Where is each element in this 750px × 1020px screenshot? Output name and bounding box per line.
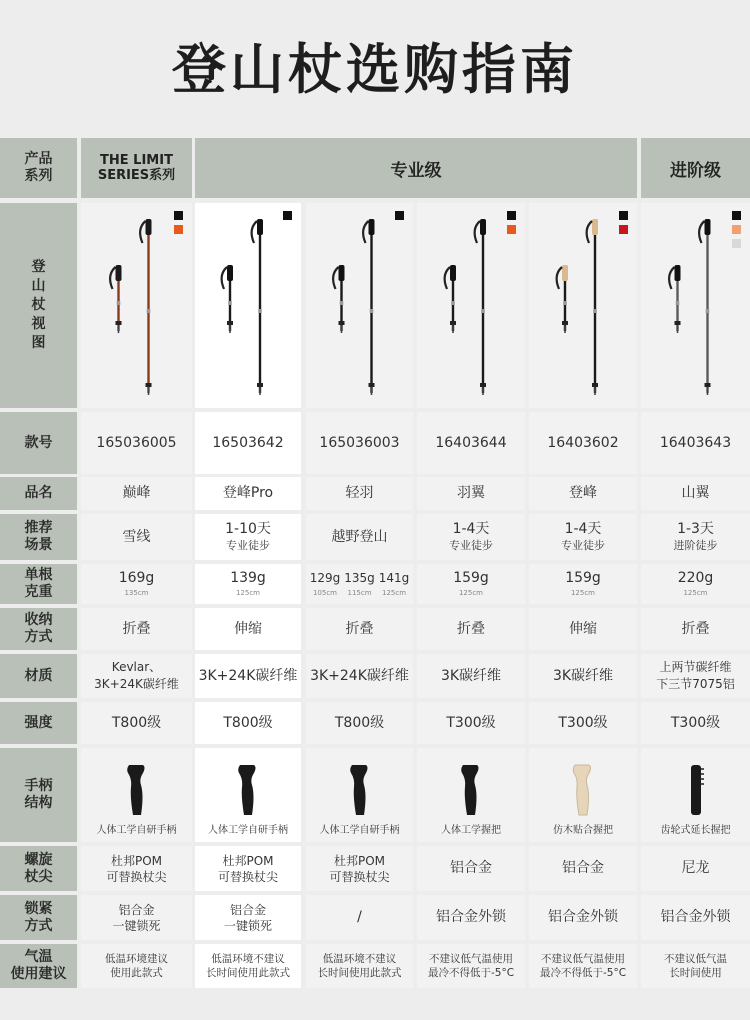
storage-text: 伸缩 [234,620,262,637]
header-limit-series [81,138,192,198]
temperature-advice-5 [529,944,637,988]
tip-text: 铝合金 [450,860,492,876]
storage-method-4 [417,608,525,650]
product-name-4 [417,477,525,510]
weight-4 [417,564,525,604]
row-label-storage [0,608,77,650]
weight-value: 220g [677,570,714,586]
storage-text: 折叠 [681,620,710,637]
weight-group [310,570,410,598]
model-number-text: 16403602 [547,434,619,451]
row-label-text: 单根 克重 [24,567,53,600]
recommended-scene-2 [195,514,301,560]
weight-length: 105cm [312,589,337,597]
handle-structure-1 [81,748,192,842]
product-name-text: 登峰Pro [222,485,274,501]
weight-6 [641,564,750,604]
tip-text: 杜邦POM 可替换杖尖 [329,853,390,884]
row-label-lock [0,895,77,940]
product-name-5 [529,477,637,510]
weight-5 [529,564,637,604]
storage-method-1 [81,608,192,650]
temperature-advice-2 [195,944,301,988]
black-ergonomic-handle-icon [117,761,157,819]
product-name-3 [306,477,413,510]
weight-length: 125cm [683,589,708,597]
row-label-text: 登 山 杖 视 图 [31,259,46,351]
model-number-text: 16403643 [659,434,732,451]
weight-option [310,570,341,598]
strength-2 [195,702,301,744]
pole-view-5 [529,203,637,408]
temperature-advice-3 [306,944,413,988]
storage-method-5 [529,608,637,650]
tip-text: 铝合金 [562,860,604,876]
scene-main-text: 越野登山 [331,528,388,545]
product-name-2 [195,477,301,510]
handle-desc-text: 人体工学自研手柄 [319,824,400,836]
model-number-3 [306,412,413,474]
handle-desc-text: 仿木贴合握把 [553,824,613,836]
black-folding-pole-icon [306,203,413,408]
material-text: 3K+24K碳纤维 [198,667,298,684]
tip-text: 杜邦POM 可替换杖尖 [106,853,167,884]
temp-text: 低温环境不建议 长时间使用此款式 [317,953,402,979]
strength-4 [417,702,525,744]
lock-text: 铝合金 一键锁死 [112,902,161,933]
handle-desc-text: 齿轮式延长握把 [660,824,731,836]
header-pro-level-text: 专业级 [390,160,442,181]
storage-text: 折叠 [345,620,374,637]
weight-3 [306,564,413,604]
pole-view-4 [417,203,525,408]
storage-method-6 [641,608,750,650]
temperature-advice-6 [641,944,750,988]
cork-telescopic-pole-icon [529,203,637,408]
row-label-text: 推荐 场景 [24,520,53,553]
material-4 [417,654,525,698]
temperature-advice-4 [417,944,525,988]
model-number-5 [529,412,637,474]
product-name-1 [81,477,192,510]
weight-length: 125cm [458,589,483,597]
pole-view-1 [81,203,192,408]
black-foam-handle-icon [228,761,268,819]
handle-structure-2 [195,748,301,842]
scene-sub-text: 专业徒步 [561,539,605,552]
row-label-text: 材质 [24,667,53,684]
model-number-4 [417,412,525,474]
screw-tip-6 [641,846,750,891]
product-name-text: 巅峰 [122,485,151,501]
weight-2 [195,564,301,604]
lock-text: 铝合金 一键锁死 [223,902,272,933]
weight-option [119,570,155,598]
material-text: Kevlar、 3K+24K碳纤维 [94,660,179,691]
weight-option [344,570,375,598]
handle-structure-6 [641,748,750,842]
product-name-text: 轻羽 [345,485,374,501]
recommended-scene-1 [81,514,192,560]
weight-group [678,570,714,598]
screw-tip-2 [195,846,301,891]
weight-value: 129g [309,571,341,585]
tip-text: 尼龙 [681,860,710,876]
lock-text: / [357,909,362,925]
storage-text: 折叠 [457,620,485,637]
row-label-header [0,138,77,198]
page-title: 登山杖选购指南 [172,38,578,101]
model-number-1 [81,412,192,474]
weight-group [230,570,266,598]
weight-value: 169g [118,570,155,586]
handle-desc-text: 人体工学握把 [441,824,501,836]
screw-tip-4 [417,846,525,891]
weight-option [565,570,601,598]
row-label-text: 气温 使用建议 [10,949,67,982]
pole-view-6 [641,203,750,408]
storage-method-3 [306,608,413,650]
black-telescopic-pole-icon [195,203,301,408]
black-gear-handle-icon [676,761,716,819]
recommended-scene-4 [417,514,525,560]
wood-grip-handle-icon [563,761,603,819]
strength-text: T800级 [111,714,162,731]
scene-sub-text: 专业徒步 [226,539,270,552]
strength-1 [81,702,192,744]
header-limit-series-text: THE LIMIT SERIES系列 [97,153,176,183]
row-label-tip [0,846,77,891]
lock-method-6 [641,895,750,940]
header-advanced-level-text: 进阶级 [670,160,721,181]
pole-view-3 [306,203,413,408]
material-text: 3K碳纤维 [552,667,614,684]
recommended-scene-5 [529,514,637,560]
weight-value: 139g [230,570,266,586]
row-label-text: 收纳 方式 [24,612,53,645]
header-advanced-level [641,138,750,198]
temp-text: 低温环境建议 使用此款式 [105,953,168,979]
material-5 [529,654,637,698]
lock-method-2 [195,895,301,940]
scene-sub-text: 专业徒步 [449,539,493,552]
row-label-model [0,412,77,474]
orange-folding-pole-icon [81,203,192,408]
scene-main-text: 1-3天 [677,521,714,537]
scene-main-text: 雪线 [122,528,151,545]
weight-group [453,570,489,598]
screw-tip-5 [529,846,637,891]
material-text: 3K+24K碳纤维 [310,667,409,684]
lock-method-3 [306,895,413,940]
weight-length: 125cm [570,589,595,597]
storage-text: 伸缩 [569,620,597,637]
material-text: 上两节碳纤维 下三节7075铝 [656,660,735,691]
strength-6 [641,702,750,744]
row-label-text: 产品 系列 [24,151,53,184]
weight-value: 141g [378,571,410,585]
scene-main-text: 1-4天 [564,521,602,537]
row-label-strength [0,702,77,744]
row-label-text: 锁紧 方式 [24,900,53,934]
temperature-advice-1 [81,944,192,988]
weight-value: 159g [565,570,601,586]
model-number-text: 16503642 [212,434,284,451]
lock-method-4 [417,895,525,940]
strength-5 [529,702,637,744]
model-number-6 [641,412,750,474]
product-name-6 [641,477,750,510]
gray-folding-pole-icon [641,203,750,408]
black-grip-handle-icon [451,761,491,819]
pole-view-2 [195,203,301,408]
row-label-text: 螺旋 杖尖 [24,851,53,885]
lock-method-1 [81,895,192,940]
row-label-weight [0,564,77,604]
storage-text: 折叠 [122,620,151,637]
row-label-handle [0,748,77,842]
weight-option [379,570,410,598]
weight-value: 159g [453,570,489,586]
material-6 [641,654,750,698]
header-pro-level [195,138,637,198]
recommended-scene-6 [641,514,750,560]
row-label-temp [0,944,77,988]
temp-text: 不建议低气温使用 最冷不得低于-5°C [539,953,627,979]
lock-text: 铝合金外锁 [436,909,506,925]
storage-method-2 [195,608,301,650]
row-label-name [0,477,77,510]
handle-desc-text: 人体工学自研手柄 [96,824,177,836]
row-label-material [0,654,77,698]
model-number-text: 16403644 [435,434,507,451]
screw-tip-3 [306,846,413,891]
temp-text: 不建议低气温使用 最冷不得低于-5°C [427,953,515,979]
black-folding-pole-icon [417,203,525,408]
weight-value: 135g [344,571,375,585]
strength-text: T300级 [670,714,721,731]
model-number-text: 165036005 [96,434,177,451]
handle-structure-3 [306,748,413,842]
weight-option [678,570,714,598]
strength-text: T800级 [223,714,273,731]
row-label-text: 强度 [24,714,53,731]
handle-structure-4 [417,748,525,842]
recommended-scene-3 [306,514,413,560]
model-number-2 [195,412,301,474]
strength-3 [306,702,413,744]
weight-option [453,570,489,598]
product-name-text: 羽翼 [457,485,485,501]
handle-structure-5 [529,748,637,842]
scene-main-text: 1-4天 [452,521,490,537]
strength-text: T300级 [446,714,496,731]
scene-sub-text: 进阶徒步 [673,539,718,552]
weight-1 [81,564,192,604]
lock-method-5 [529,895,637,940]
weight-group [119,570,155,598]
screw-tip-1 [81,846,192,891]
weight-length: 125cm [382,589,407,597]
black-slim-handle-icon [340,761,380,819]
strength-text: T300级 [558,714,608,731]
weight-option [230,570,266,598]
strength-text: T800级 [334,714,385,731]
weight-length: 125cm [235,589,260,597]
weight-group [565,570,601,598]
row-label-scene [0,514,77,560]
material-text: 3K碳纤维 [440,667,502,684]
row-label-text: 手柄 结构 [24,778,53,811]
scene-main-text: 1-10天 [225,521,271,537]
material-1 [81,654,192,698]
weight-length: 115cm [347,589,372,597]
lock-text: 铝合金外锁 [548,909,618,925]
product-name-text: 登峰 [569,485,597,501]
temp-text: 低温环境不建议 长时间使用此款式 [206,953,290,979]
weight-length: 135cm [124,589,149,597]
row-label-text: 品名 [24,485,53,501]
product-name-text: 山翼 [681,485,710,501]
handle-desc-text: 人体工学自研手柄 [208,824,288,836]
row-label-view [0,203,77,408]
lock-text: 铝合金外锁 [660,909,731,925]
material-2 [195,654,301,698]
material-3 [306,654,413,698]
tip-text: 杜邦POM 可替换杖尖 [217,853,278,884]
row-label-text: 款号 [24,434,53,451]
temp-text: 不建议低气温 长时间使用 [664,953,727,979]
model-number-text: 165036003 [319,434,400,451]
